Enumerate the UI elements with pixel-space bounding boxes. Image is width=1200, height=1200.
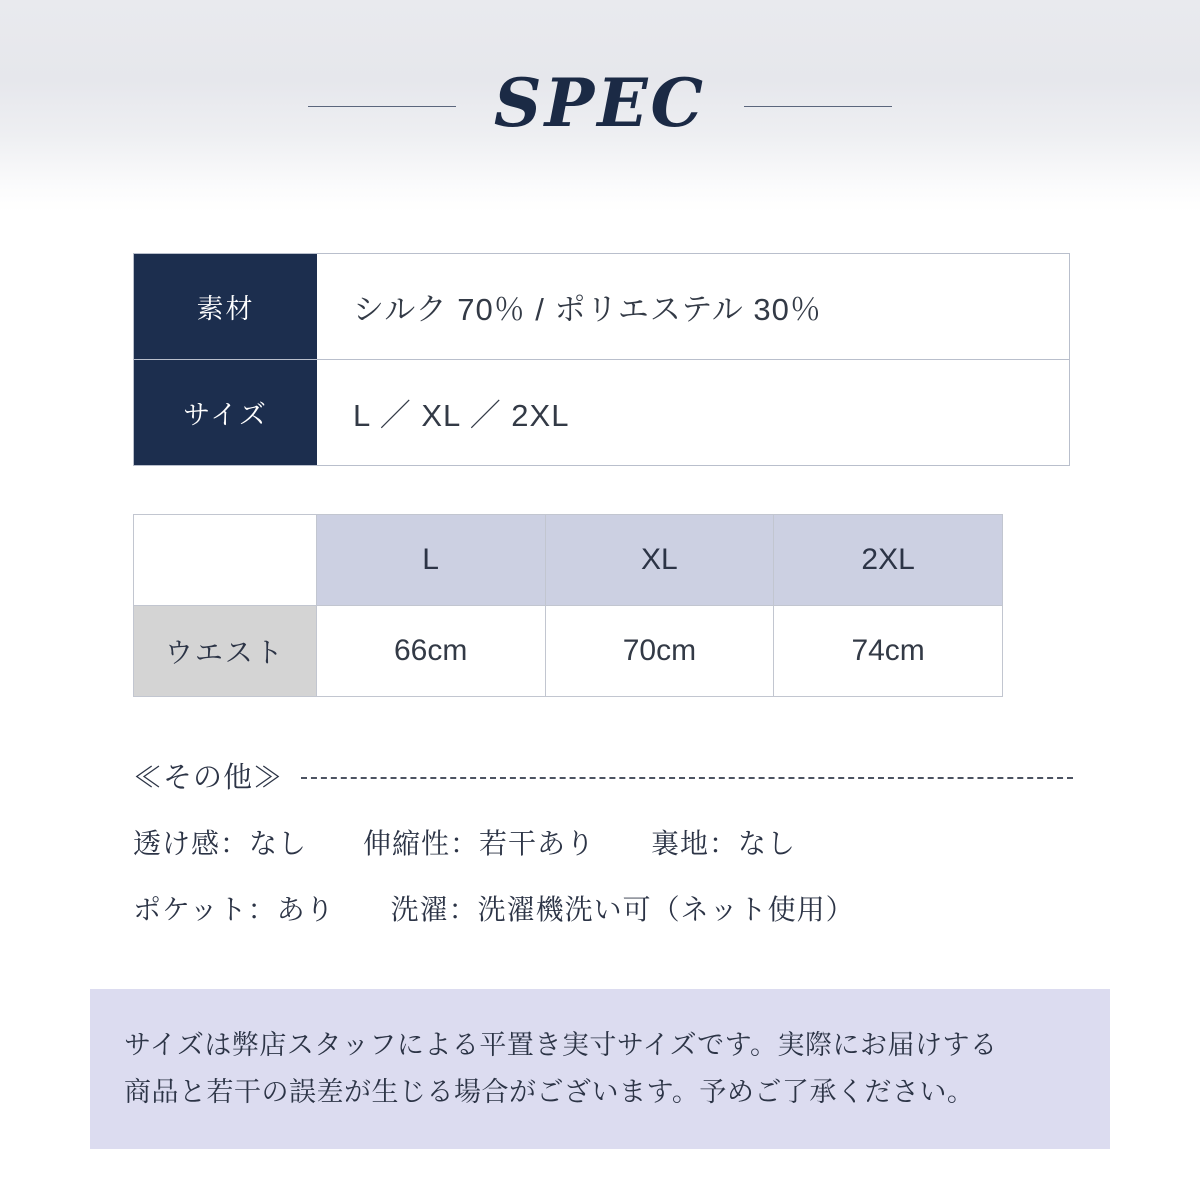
spec-value-size: L ／ XL ／ 2XL: [353, 398, 570, 433]
others-lining: 裏地：なし: [651, 828, 797, 859]
size-table-row-label-waist: ウエスト: [134, 606, 317, 697]
disclaimer-line-2: 商品と若干の誤差が生じる場合がございます。予めご了承ください。: [124, 1077, 975, 1107]
spec-row-material: [134, 254, 1069, 359]
size-table-col-l: L: [316, 515, 545, 606]
others-washing: 洗濯：洗濯機洗い可（ネット使用）: [390, 894, 855, 925]
others-section: [133, 755, 1073, 928]
header-rule-right: [744, 106, 892, 107]
size-table-col-2xl: 2XL: [774, 515, 1003, 606]
page-header: [0, 0, 1200, 212]
page-title: SPEC: [493, 64, 707, 142]
disclaimer-note: [90, 989, 1110, 1149]
size-table-cell-waist-l: 66cm: [316, 606, 545, 697]
others-divider: [301, 777, 1073, 779]
size-table-header-row: [134, 515, 1003, 606]
spec-table: [133, 253, 1070, 466]
size-table-cell-waist-2xl: 74cm: [774, 606, 1003, 697]
others-line-1: [133, 822, 1073, 862]
others-sheerness: 透け感：なし: [133, 828, 308, 859]
size-table: [133, 514, 1003, 697]
others-heading-row: [133, 755, 1073, 796]
others-stretch: 伸縮性：若干あり: [363, 828, 596, 859]
header-title-row: [0, 0, 1200, 212]
others-heading: ≪その他≫: [133, 762, 284, 794]
spec-label-material: 素材: [134, 254, 317, 359]
table-row: [134, 606, 1003, 697]
others-line-2: [133, 888, 1073, 928]
size-table-col-xl: XL: [545, 515, 774, 606]
disclaimer-line-1: サイズは弊店スタッフによる平置き実寸サイズです。実際にお届けする: [124, 1029, 998, 1060]
spec-row-size: [134, 359, 1069, 465]
others-pocket: ポケット：あり: [133, 894, 335, 925]
size-table-corner: [134, 515, 317, 606]
size-table-cell-waist-xl: 70cm: [545, 606, 774, 697]
header-rule-left: [308, 106, 456, 107]
spec-value-material: シルク 70％ / ポリエステル 30％: [353, 292, 822, 327]
spec-label-size: サイズ: [134, 360, 317, 465]
